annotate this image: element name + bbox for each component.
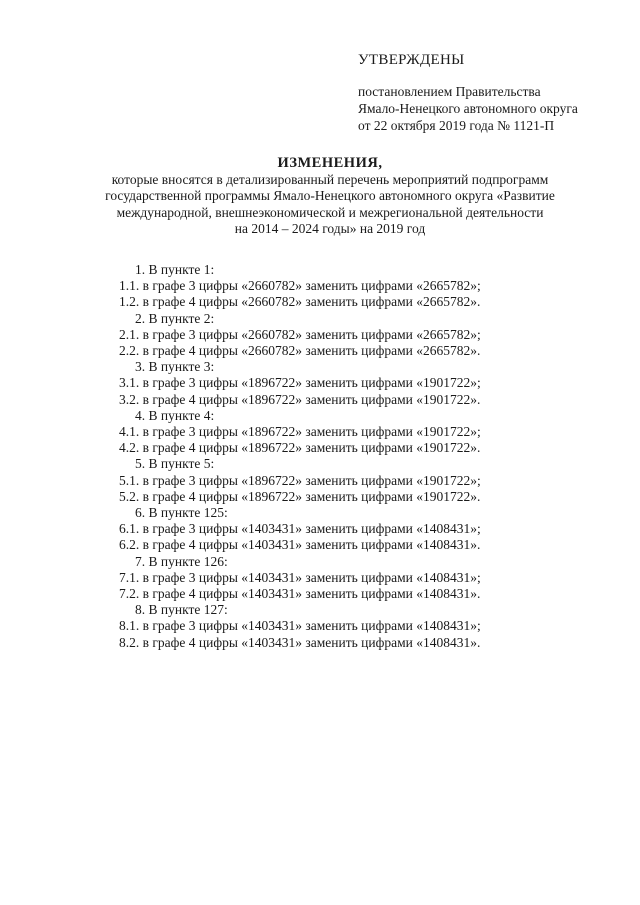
change-item: 2.1. в графе 3 цифры «2660782» заменить цифрами «2665782»; [119, 326, 481, 342]
change-section-heading: 7. В пункте 126: [135, 553, 228, 569]
change-item: 6.1. в графе 3 цифры «1403431» заменить цифрами «1408431»; [119, 521, 481, 537]
changes-list [119, 262, 589, 651]
change-item: 2.2. в графе 4 цифры «2660782» заменить цифрами «2665782». [119, 343, 481, 359]
change-item: 6.2. в графе 4 цифры «1403431» заменить цифрами «1408431». [119, 537, 481, 553]
document-title-block [80, 155, 580, 238]
change-section-heading: 4. В пункте 4: [135, 407, 215, 423]
change-section-heading: 5. В пункте 5: [135, 456, 215, 472]
change-item: 1.1. в графе 3 цифры «2660782» заменить цифрами «2665782»; [119, 278, 481, 294]
change-section-heading: 3. В пункте 3: [135, 359, 215, 375]
change-section-heading: 2. В пункте 2: [135, 310, 215, 326]
document-subtitle-line: государственной программы Ямало-Ненецкого автономного округа «Развитие [105, 188, 555, 203]
change-section-heading: 8. В пункте 127: [135, 602, 228, 618]
document-title: ИЗМЕНЕНИЯ, [277, 155, 383, 171]
change-item: 3.1. в графе 3 цифры «1896722» заменить цифрами «1901722»; [119, 375, 481, 391]
document-subtitle-line: которые вносятся в детализированный перечень мероприятий подпрограмм [111, 171, 549, 187]
change-item: 8.1. в графе 3 цифры «1403431» заменить цифрами «1408431»; [119, 618, 481, 634]
change-section-heading: 6. В пункте 125: [135, 505, 228, 521]
approval-line: постановлением Правительства [358, 84, 541, 99]
document-subtitle-line: международной, внешнеэкономической и межрегиональной деятельности [116, 204, 544, 220]
change-item: 8.2. в графе 4 цифры «1403431» заменить цифрами «1408431». [119, 634, 481, 650]
change-item: 3.2. в графе 4 цифры «1896722» заменить цифрами «1901722». [119, 391, 481, 407]
change-item: 7.2. в графе 4 цифры «1403431» заменить цифрами «1408431». [119, 586, 481, 602]
change-item: 4.1. в графе 3 цифры «1896722» заменить цифрами «1901722»; [119, 424, 481, 440]
change-section-heading: 1. В пункте 1: [135, 262, 215, 277]
approval-heading: УТВЕРЖДЕНЫ [358, 52, 465, 68]
change-item: 1.2. в графе 4 цифры «2660782» заменить цифрами «2665782». [119, 294, 481, 310]
change-item: 4.2. в графе 4 цифры «1896722» заменить цифрами «1901722». [119, 440, 481, 456]
document-subtitle-line: на 2014 – 2024 годы» на 2019 год [234, 221, 426, 236]
change-item: 5.1. в графе 3 цифры «1896722» заменить цифрами «1901722»; [119, 472, 481, 488]
approval-line: Ямало-Ненецкого автономного округа [358, 101, 578, 116]
change-item: 5.2. в графе 4 цифры «1896722» заменить цифрами «1901722». [119, 488, 481, 504]
approval-stamp [358, 52, 618, 134]
approval-line: от 22 октября 2019 года № 1121-П [358, 118, 555, 133]
change-item: 7.1. в графе 3 цифры «1403431» заменить цифрами «1408431»; [119, 569, 481, 585]
